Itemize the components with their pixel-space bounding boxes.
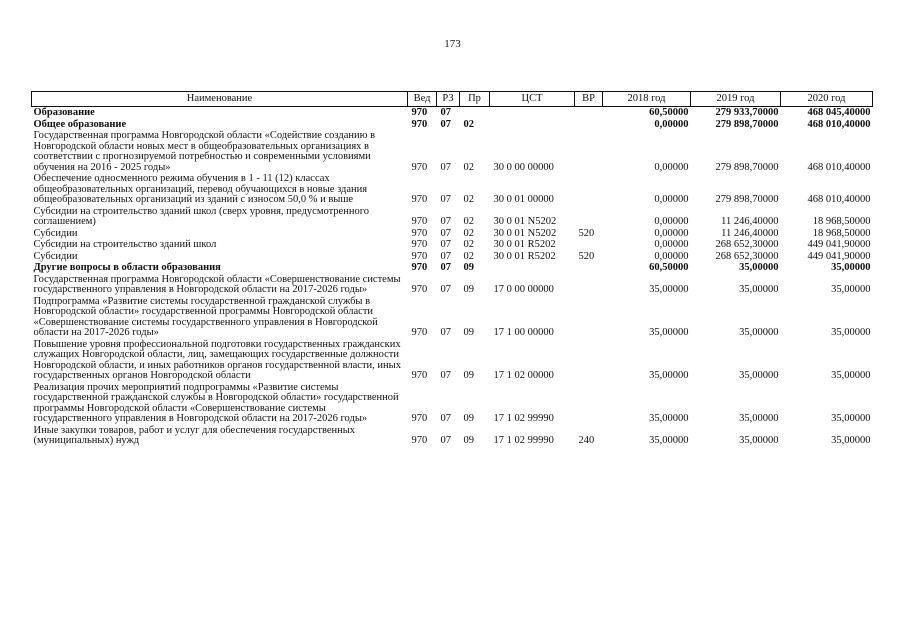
table-row [32, 251, 873, 263]
row-2019: 35,00000 [739, 370, 779, 381]
header-vr: ВР [575, 92, 603, 107]
row-vr [575, 296, 603, 339]
row-name: Образование [33, 107, 95, 118]
row-2020: 468 045,40000 [807, 107, 871, 118]
row-rz: 07 [440, 107, 451, 118]
row-name: Субсидии [33, 250, 78, 262]
row-2018: 35,00000 [649, 327, 689, 338]
row-name: Субсидии на строительство зданий школ (сверх уровня, предусмотренного соглашением) [33, 205, 369, 227]
row-2019: 35,00000 [739, 284, 779, 295]
row-vr [575, 262, 603, 274]
row-2020: 35,00000 [831, 413, 871, 424]
row-ved: 970 [411, 227, 428, 239]
row-vr [575, 119, 603, 131]
row-cst [490, 119, 575, 131]
row-2018: 60,50000 [649, 107, 689, 118]
row-cst: 17 1 02 99990 [493, 435, 554, 446]
table-row [32, 173, 873, 206]
row-pr: 09 [463, 370, 474, 381]
row-ved: 970 [411, 435, 428, 446]
row-ved: 970 [411, 250, 428, 262]
row-name: Другие вопросы в области образования [33, 262, 221, 273]
row-ved: 970 [411, 216, 428, 227]
row-vr [575, 339, 603, 382]
table-row [32, 206, 873, 228]
row-2018: 0,00000 [654, 216, 689, 227]
row-rz: 07 [440, 435, 451, 446]
row-pr: 09 [463, 327, 474, 338]
table-row [32, 262, 873, 274]
header-name: Наименование [32, 92, 408, 107]
row-2020: 35,00000 [831, 370, 871, 381]
header-pr: Пр [460, 92, 490, 107]
row-2020: 449 041,90000 [807, 250, 871, 262]
row-pr: 09 [463, 413, 474, 424]
row-cst: 17 1 00 00000 [493, 327, 554, 338]
row-rz: 07 [440, 370, 451, 381]
header-2019: 2019 год [691, 92, 781, 107]
row-2019: 35,00000 [739, 435, 779, 446]
row-rz: 07 [440, 161, 451, 173]
row-2019: 279 933,70000 [715, 107, 779, 118]
row-pr: 02 [463, 161, 474, 173]
row-cst: 30 0 00 00000 [493, 161, 554, 173]
row-ved: 970 [411, 118, 428, 130]
row-rz: 07 [440, 239, 451, 250]
table-row [32, 107, 873, 119]
row-2018: 35,00000 [649, 435, 689, 446]
table-row [32, 296, 873, 339]
row-2018: 0,00000 [654, 239, 689, 250]
row-name: Реализация прочих мероприятий подпрограммы «Развитие системы государственной гражданской службы в Новгородской области» государственной программы Новгородской области «Совершенствование системы государственного управления в Новгородской области на 2017-2026 годы» [33, 381, 399, 424]
row-2019: 35,00000 [739, 327, 779, 338]
row-pr: 02 [463, 118, 474, 130]
row-name: Обеспечение односменного режима обучения в 1 - 11 (12) классах общеобразовательных организаций, перевод обучающихся в новые здания общеобразовательных организаций из зданий с износом 50,0 % и выше [33, 173, 368, 205]
row-ved: 970 [411, 327, 428, 338]
row-pr: 02 [463, 194, 474, 205]
row-name: Государственная программа Новгородской области «Совершенствование системы государственного управления в Новгородской области на 2017-2026 годы» [33, 273, 401, 295]
row-ved: 970 [411, 413, 428, 424]
row-cst: 30 0 01 R5202 [493, 239, 556, 250]
row-2019: 268 652,30000 [715, 250, 779, 262]
row-2020: 35,00000 [831, 284, 871, 295]
row-2018: 0,00000 [654, 250, 689, 262]
row-name: Государственная программа Новгородской области «Содействие созданию в Новгородской области новых мест в общеобразовательных организациях в соответствии с прогнозируемой потребностью и современными условиями обучения на 2016 - 2025 годы» [33, 130, 376, 173]
row-2020: 468 010,40000 [807, 118, 871, 130]
row-cst: 17 0 00 00000 [493, 284, 554, 295]
row-ved: 970 [411, 107, 428, 118]
table-row [32, 228, 873, 240]
row-2019: 11 246,40000 [721, 227, 779, 239]
header-2018: 2018 год [603, 92, 691, 107]
row-cst: 17 1 02 99990 [493, 413, 554, 424]
row-2018: 60,50000 [649, 262, 689, 273]
row-cst: 30 0 01 N5202 [493, 227, 557, 239]
row-pr: 02 [463, 216, 474, 227]
row-pr: 09 [463, 435, 474, 446]
row-rz: 07 [440, 327, 451, 338]
row-2020: 449 041,90000 [807, 239, 871, 250]
row-ved: 970 [411, 284, 428, 295]
row-ved: 970 [411, 370, 428, 381]
row-ved: 970 [411, 262, 428, 273]
row-ved: 970 [411, 194, 428, 205]
row-2018: 35,00000 [649, 413, 689, 424]
header-rz: РЗ [437, 92, 460, 107]
row-2018: 0,00000 [654, 161, 689, 173]
row-2020: 18 968,50000 [812, 227, 871, 239]
row-vr [575, 239, 603, 251]
row-2019: 35,00000 [739, 413, 779, 424]
row-2020: 35,00000 [831, 435, 871, 446]
row-2018: 35,00000 [649, 284, 689, 295]
table-row [32, 339, 873, 382]
row-pr: 02 [463, 227, 474, 239]
row-rz: 07 [440, 284, 451, 295]
row-2020: 35,00000 [831, 327, 871, 338]
row-ved: 970 [411, 239, 428, 250]
row-vr [575, 206, 603, 228]
row-cst: 30 0 01 R5202 [493, 250, 556, 262]
row-vr: 520 [578, 227, 595, 239]
row-cst [490, 262, 575, 274]
header-2020: 2020 год [781, 92, 873, 107]
row-2018: 0,00000 [654, 118, 689, 130]
budget-table [31, 91, 873, 447]
table-row [32, 239, 873, 251]
row-cst: 30 0 01 N5202 [493, 216, 557, 227]
table-row [32, 425, 873, 447]
row-cst: 17 1 02 00000 [493, 370, 554, 381]
row-name: Общее образование [33, 118, 127, 130]
table-row [32, 382, 873, 425]
row-2019: 279 898,70000 [715, 161, 779, 173]
page-number: 173 [444, 38, 461, 50]
row-pr [460, 107, 490, 119]
row-2019: 11 246,40000 [721, 216, 779, 227]
row-name: Иные закупки товаров, работ и услуг для обеспечения государственных (муниципальных) нужд [33, 424, 356, 446]
row-rz: 07 [440, 118, 451, 130]
row-vr [575, 107, 603, 119]
row-2019: 268 652,30000 [715, 239, 779, 250]
header-cst: ЦСТ [490, 92, 575, 107]
row-2019: 279 898,70000 [715, 194, 779, 205]
row-2020: 468 010,40000 [807, 161, 871, 173]
row-name: Субсидии на строительство зданий школ [33, 239, 217, 250]
row-rz: 07 [440, 413, 451, 424]
row-pr: 09 [463, 284, 474, 295]
row-vr: 240 [578, 435, 595, 446]
table-row [32, 130, 873, 173]
row-cst: 30 0 01 00000 [493, 194, 554, 205]
row-2020: 35,00000 [831, 262, 871, 273]
row-2018: 0,00000 [654, 194, 689, 205]
row-2018: 0,00000 [654, 227, 689, 239]
row-vr: 520 [578, 250, 595, 262]
row-2020: 468 010,40000 [807, 194, 871, 205]
row-2020: 18 968,50000 [812, 216, 871, 227]
row-pr: 02 [463, 239, 474, 250]
row-rz: 07 [440, 250, 451, 262]
row-name: Повышение уровня профессиональной подготовки государственных гражданских служащих Новгородской области, лиц, замещающих государственные должности Новгородской области, и иных работников органов государственной власти, иных государственных органов Новгородской области [33, 338, 401, 381]
table-row [32, 274, 873, 296]
row-rz: 07 [440, 216, 451, 227]
row-vr [575, 173, 603, 206]
row-2018: 35,00000 [649, 370, 689, 381]
row-name: Подпрограмма «Развитие системы государственной гражданской службы в Новгородской области» государственной программы Новгородской области «Совершенствование системы государственного управления в Новгородской области на 2017-2026 годы» [33, 295, 378, 338]
row-ved: 970 [411, 161, 428, 173]
table-header-row [32, 92, 873, 107]
table-row [32, 119, 873, 131]
row-pr: 09 [463, 262, 474, 273]
row-2019: 35,00000 [739, 262, 779, 273]
row-pr: 02 [463, 250, 474, 262]
row-vr [575, 382, 603, 425]
header-ved: Вед [408, 92, 437, 107]
row-rz: 07 [440, 227, 451, 239]
row-name: Субсидии [33, 227, 78, 239]
row-cst [490, 107, 575, 119]
row-vr [575, 274, 603, 296]
row-rz: 07 [440, 194, 451, 205]
row-2019: 279 898,70000 [715, 118, 779, 130]
row-rz: 07 [440, 262, 451, 273]
row-vr [575, 130, 603, 173]
